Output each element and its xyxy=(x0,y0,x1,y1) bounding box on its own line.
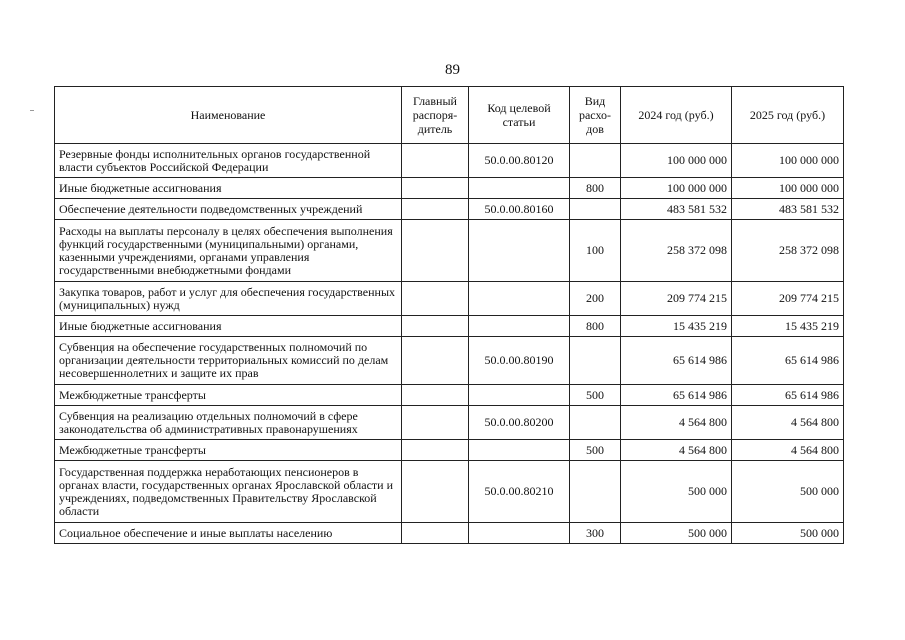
cell-chief xyxy=(402,199,469,220)
cell-y2025: 100 000 000 xyxy=(732,144,844,178)
cell-y2024: 100 000 000 xyxy=(621,144,732,178)
scan-mark xyxy=(30,110,34,111)
cell-code xyxy=(469,440,570,461)
cell-code xyxy=(469,220,570,282)
cell-code: 50.0.00.80200 xyxy=(469,406,570,440)
cell-y2024: 258 372 098 xyxy=(621,220,732,282)
cell-chief xyxy=(402,144,469,178)
cell-name: Субвенция на реализацию отдельных полномочий в сфере законодательства об административных правонарушениях xyxy=(55,406,402,440)
table-row xyxy=(55,461,844,523)
cell-kind: 500 xyxy=(570,440,621,461)
budget-table xyxy=(54,86,844,544)
cell-code: 50.0.00.80190 xyxy=(469,337,570,385)
cell-kind: 300 xyxy=(570,523,621,544)
table-row xyxy=(55,385,844,406)
cell-y2025: 4 564 800 xyxy=(732,440,844,461)
cell-y2025: 500 000 xyxy=(732,461,844,523)
cell-name: Социальное обеспечение и иные выплаты населению xyxy=(55,523,402,544)
col-header-2024: 2024 год (руб.) xyxy=(621,87,732,144)
cell-code: 50.0.00.80160 xyxy=(469,199,570,220)
cell-kind: 500 xyxy=(570,385,621,406)
cell-name: Межбюджетные трансферты xyxy=(55,440,402,461)
cell-chief xyxy=(402,461,469,523)
table-row xyxy=(55,440,844,461)
cell-kind xyxy=(570,406,621,440)
cell-kind xyxy=(570,144,621,178)
table-row xyxy=(55,144,844,178)
cell-y2025: 483 581 532 xyxy=(732,199,844,220)
cell-name: Закупка товаров, работ и услуг для обеспечения государственных (муниципальных) нужд xyxy=(55,282,402,316)
cell-y2025: 65 614 986 xyxy=(732,385,844,406)
cell-y2025: 4 564 800 xyxy=(732,406,844,440)
cell-y2024: 483 581 532 xyxy=(621,199,732,220)
cell-y2024: 4 564 800 xyxy=(621,406,732,440)
col-header-code: Код целевой статьи xyxy=(469,87,570,144)
cell-y2025: 209 774 215 xyxy=(732,282,844,316)
cell-code: 50.0.00.80210 xyxy=(469,461,570,523)
cell-kind: 200 xyxy=(570,282,621,316)
cell-code xyxy=(469,385,570,406)
cell-y2024: 500 000 xyxy=(621,461,732,523)
cell-chief xyxy=(402,282,469,316)
cell-name: Иные бюджетные ассигнования xyxy=(55,178,402,199)
cell-name: Обеспечение деятельности подведомственных учреждений xyxy=(55,199,402,220)
cell-name: Субвенция на обеспечение государственных полномочий по организации деятельности территориальных комиссий по делам несовершеннолетних и защите их прав xyxy=(55,337,402,385)
cell-name: Государственная поддержка неработающих пенсионеров в органах власти, государственных органах Ярославской области и учреждениях, подведомственных Правительству Ярославской области xyxy=(55,461,402,523)
cell-chief xyxy=(402,316,469,337)
cell-kind: 800 xyxy=(570,178,621,199)
cell-name: Расходы на выплаты персоналу в целях обеспечения выполнения функций государственными (муниципальными) органами, казенными учреждениями, органами управления государственными внебюджетными фондами xyxy=(55,220,402,282)
cell-name: Межбюджетные трансферты xyxy=(55,385,402,406)
page-number: 89 xyxy=(445,62,460,78)
cell-code: 50.0.00.80120 xyxy=(469,144,570,178)
table-header-row xyxy=(55,87,844,144)
col-header-name: Наименование xyxy=(55,87,402,144)
cell-y2024: 500 000 xyxy=(621,523,732,544)
cell-y2025: 65 614 986 xyxy=(732,337,844,385)
cell-chief xyxy=(402,337,469,385)
cell-code xyxy=(469,523,570,544)
cell-y2024: 100 000 000 xyxy=(621,178,732,199)
cell-chief xyxy=(402,220,469,282)
table-row xyxy=(55,178,844,199)
table-row xyxy=(55,220,844,282)
cell-code xyxy=(469,282,570,316)
cell-chief xyxy=(402,406,469,440)
cell-name: Иные бюджетные ассигнования xyxy=(55,316,402,337)
col-header-chief: Главный распоря- дитель xyxy=(402,87,469,144)
cell-kind: 100 xyxy=(570,220,621,282)
cell-y2025: 500 000 xyxy=(732,523,844,544)
cell-chief xyxy=(402,385,469,406)
cell-y2025: 15 435 219 xyxy=(732,316,844,337)
cell-code xyxy=(469,316,570,337)
cell-chief xyxy=(402,178,469,199)
cell-kind xyxy=(570,337,621,385)
table-row xyxy=(55,406,844,440)
cell-code xyxy=(469,178,570,199)
cell-y2024: 65 614 986 xyxy=(621,337,732,385)
cell-kind xyxy=(570,199,621,220)
cell-y2024: 65 614 986 xyxy=(621,385,732,406)
cell-kind xyxy=(570,461,621,523)
cell-y2024: 209 774 215 xyxy=(621,282,732,316)
table-row xyxy=(55,316,844,337)
col-header-kind: Вид расхо- дов xyxy=(570,87,621,144)
col-header-2025: 2025 год (руб.) xyxy=(732,87,844,144)
cell-chief xyxy=(402,523,469,544)
cell-y2024: 15 435 219 xyxy=(621,316,732,337)
table-row xyxy=(55,337,844,385)
table-row xyxy=(55,523,844,544)
cell-kind: 800 xyxy=(570,316,621,337)
table-row xyxy=(55,282,844,316)
cell-y2025: 258 372 098 xyxy=(732,220,844,282)
cell-chief xyxy=(402,440,469,461)
cell-y2025: 100 000 000 xyxy=(732,178,844,199)
cell-y2024: 4 564 800 xyxy=(621,440,732,461)
table-row xyxy=(55,199,844,220)
cell-name: Резервные фонды исполнительных органов государственной власти субъектов Российской Федерации xyxy=(55,144,402,178)
